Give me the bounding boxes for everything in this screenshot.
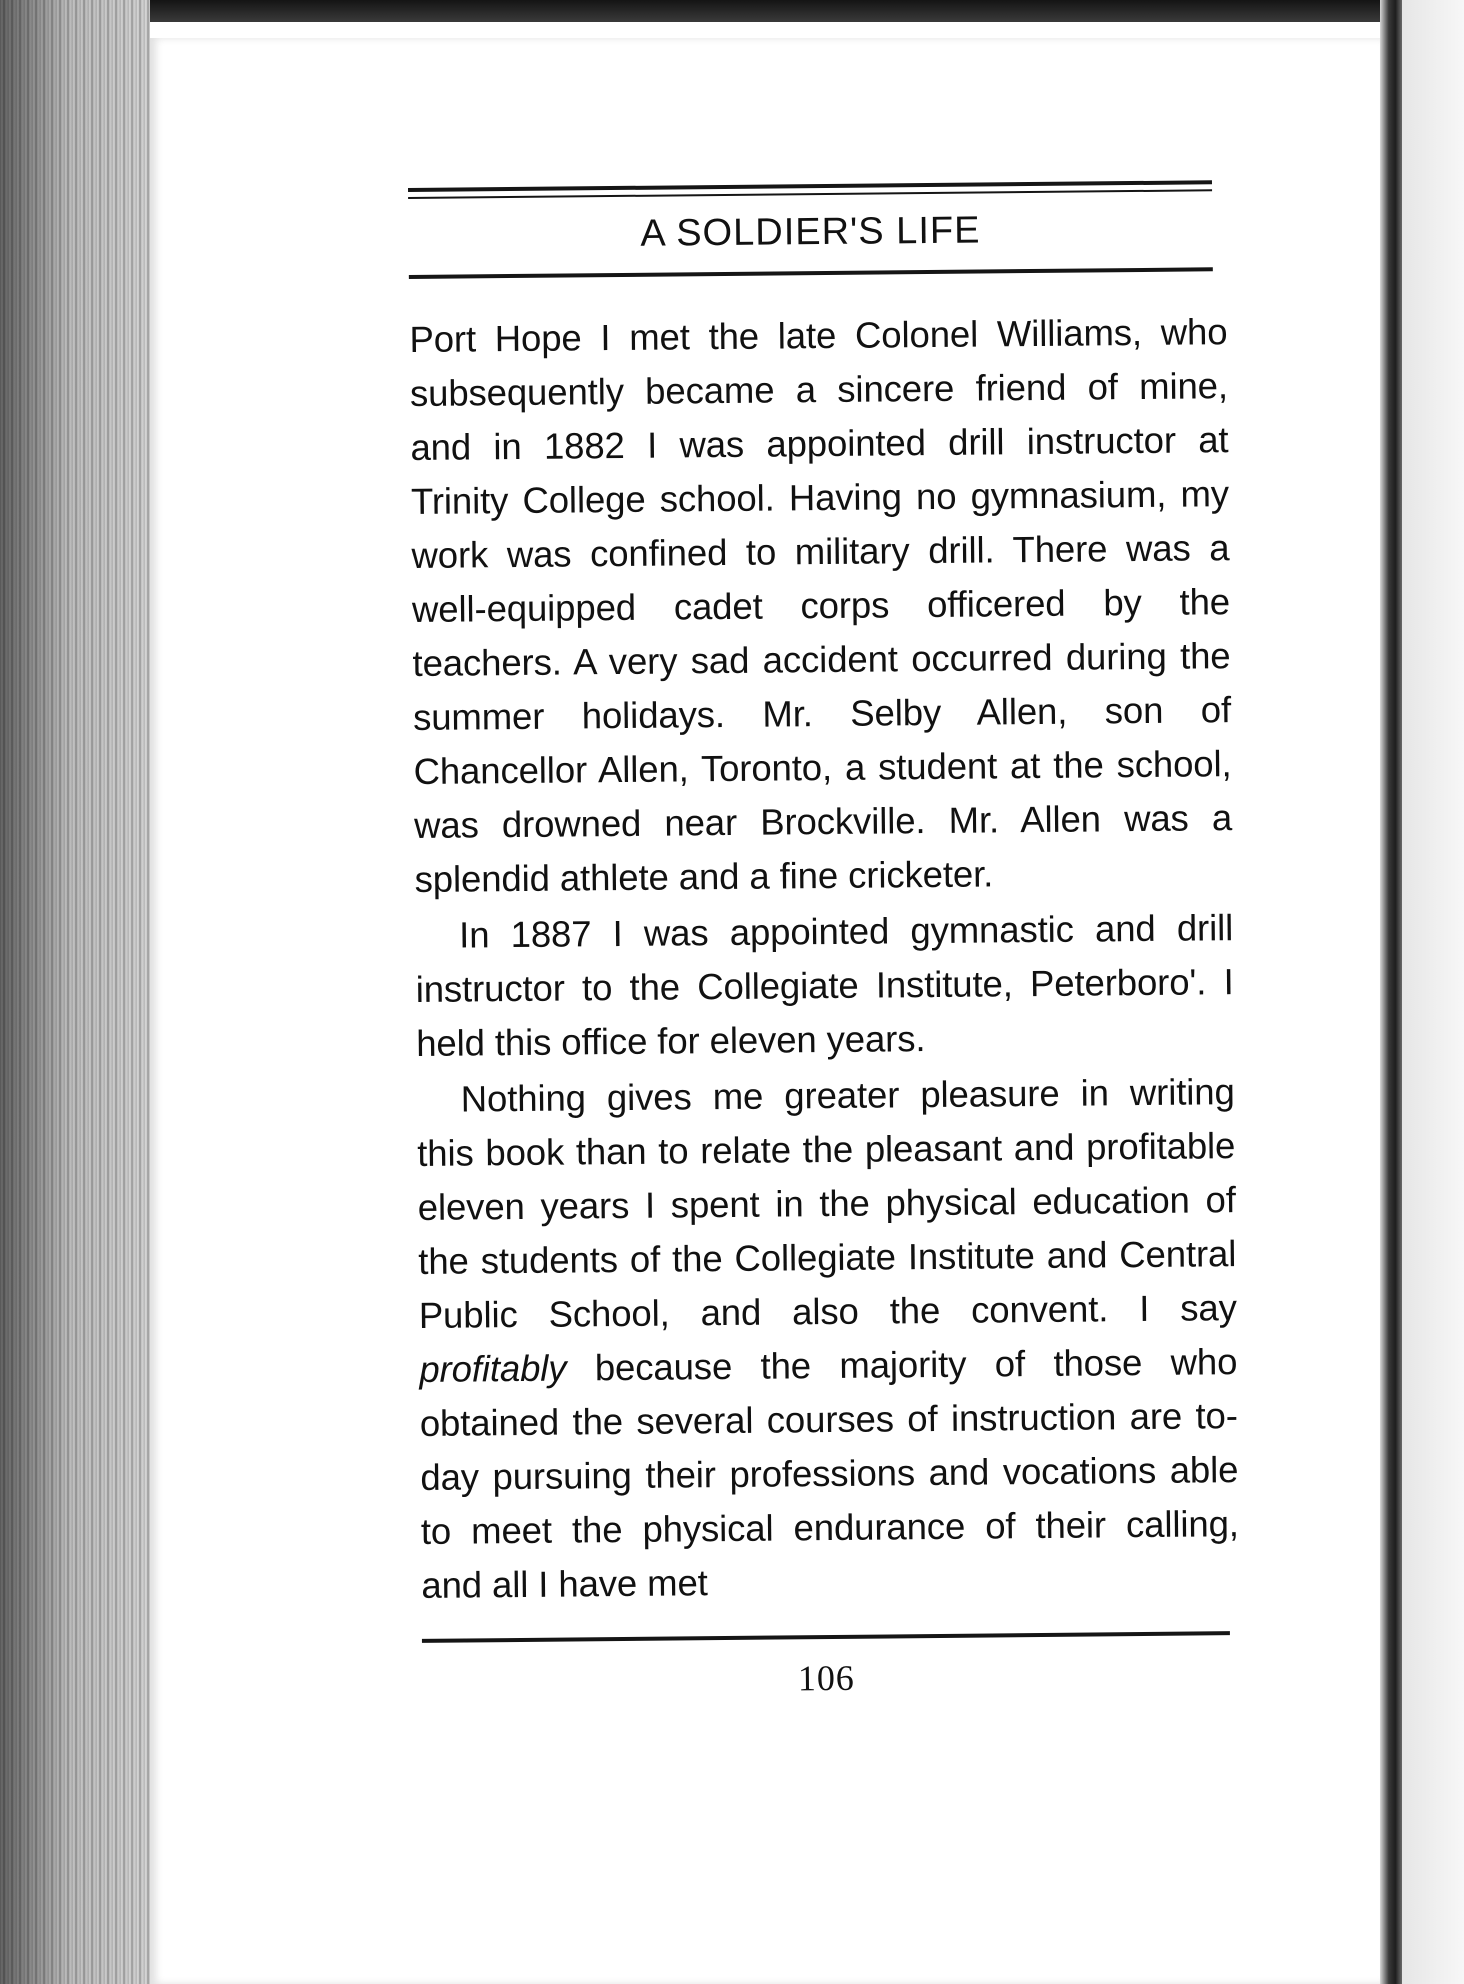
- book-gutter: [1380, 0, 1402, 1984]
- paragraph-text-continued: because the majority of those who obtained the several courses of instruction are to-day pursuing their professions and vocations able to meet the physical endurance of their calling, and all I have met: [419, 1341, 1240, 1606]
- emphasized-word: profitably: [419, 1347, 567, 1390]
- paragraph-3: [416, 1065, 1239, 1613]
- paragraph-text: In 1887 I was appointed gymnastic and drill instructor to the Collegiate Institute, Peterboro'. I held this office for eleven years.: [415, 907, 1234, 1064]
- footer-rule: [422, 1631, 1230, 1643]
- page-edges-shadow: [0, 0, 150, 1984]
- scan-top-edge: [0, 0, 1464, 22]
- running-head: A SOLDIER'S LIFE: [640, 209, 981, 255]
- facing-page-edge: [1402, 0, 1464, 1984]
- body-text: [409, 305, 1239, 1613]
- paragraph-text: Port Hope I met the late Colonel Williams, who subsequently became a sincere friend of mine, and in 1882 I was appointed drill instructor at Trinity College school. Having no gymnasium, my work was confined to military drill. There was a well-equipped cadet corps officered by the teachers. A very sad accident occurred during the summer holidays. Mr. Selby Allen, son of Chancellor Allen, Toronto, a student at the school, was drowned near Brockville. Mr. Allen was a splendid athlete and a fine cricketer.: [409, 311, 1233, 900]
- header-bottom-rule: [409, 267, 1213, 279]
- paragraph-1: [409, 305, 1233, 907]
- paragraph-2: [415, 901, 1235, 1071]
- paragraph-text: Nothing gives me greater pleasure in writing this book than to relate the pleasant and profitable eleven years I spent in the physical education of the students of the Collegiate Institute and Central Public School, and also the convent. I say: [417, 1071, 1237, 1336]
- page-content: [408, 180, 1241, 1703]
- page-number: 106: [797, 1657, 856, 1699]
